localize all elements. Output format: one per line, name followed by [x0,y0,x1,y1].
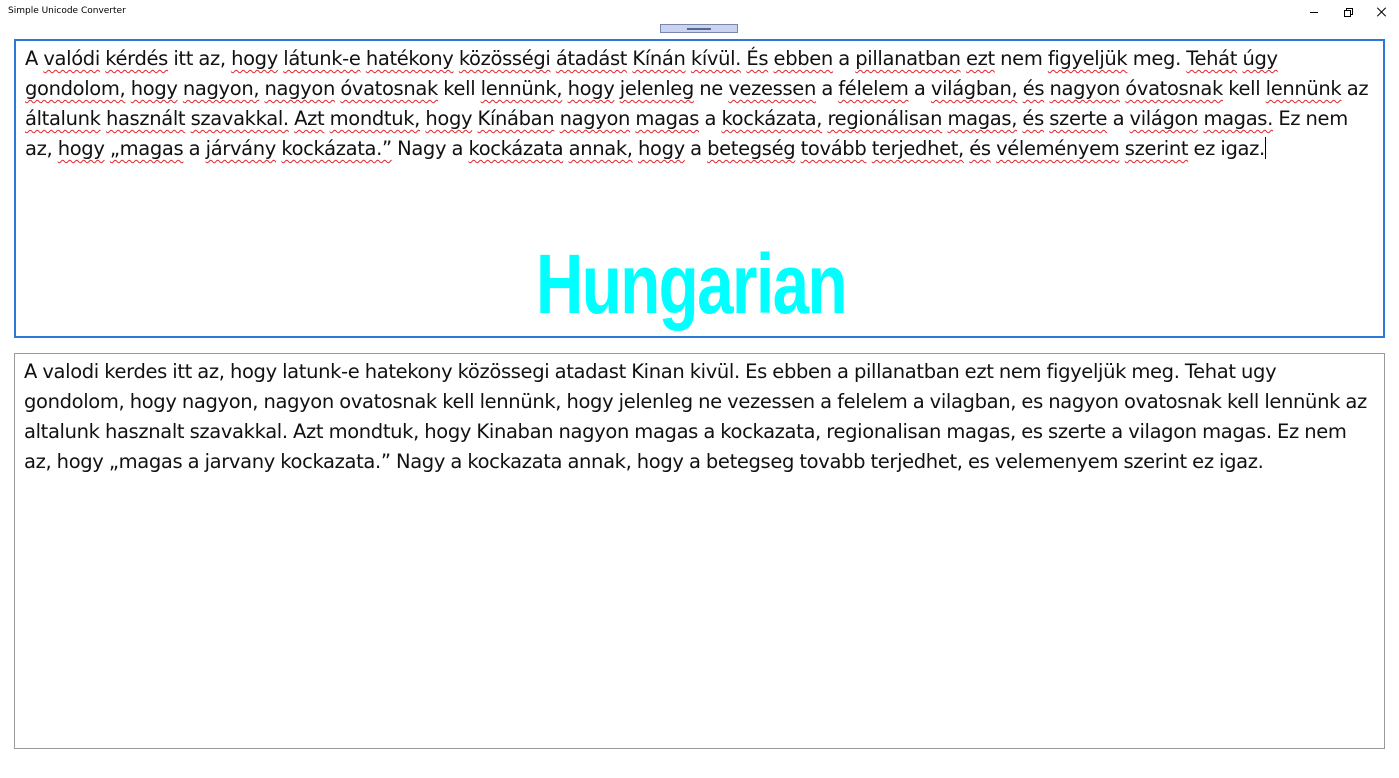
input-word: Tehát [1186,47,1238,70]
input-word: járvány [205,137,276,160]
input-word: pillanatban [855,47,961,70]
input-word: „magas [109,137,184,160]
input-word: hogy [231,47,278,70]
input-word: kockázata [468,137,564,160]
input-word: hogy [130,77,178,100]
input-word: mondtuk, [329,107,420,130]
minimize-icon [1310,12,1318,13]
input-word: óvatosnak [340,77,438,100]
input-word: magas. [1203,107,1273,130]
input-word: nagyon [1049,77,1120,100]
input-word: nagyon [264,77,335,100]
input-word: meg. [1132,47,1181,70]
input-word: És [746,47,769,70]
input-word: világon [1129,107,1199,130]
input-word: az, [198,47,226,70]
input-word: figyeljük [1047,47,1128,70]
input-word: annak, [568,137,633,160]
restore-button[interactable] [1331,0,1365,24]
input-word: hogy [567,77,615,100]
input-word: ne [699,77,723,100]
input-word: hatékony [365,47,454,70]
input-word: félelem [838,77,909,100]
input-word: regionálisan [827,107,943,130]
input-word: kívül. [690,47,742,70]
input-word: betegség [707,137,796,160]
input-word: Ez [1278,107,1301,130]
input-word: kell [443,77,476,100]
splitter-grip[interactable] [660,24,738,33]
input-word: és [1022,107,1044,130]
close-icon [1377,7,1387,17]
input-word: gondolom, [25,77,126,100]
input-word: az [1346,77,1369,100]
input-word: szerint [1124,137,1189,160]
input-word: hogy [425,107,473,130]
input-word: vezessen [728,77,816,100]
input-word: nem [1305,107,1348,130]
input-word: A [25,47,38,70]
input-word: ebben [773,47,833,70]
input-word: hogy [57,137,105,160]
input-word: a [821,77,833,100]
input-word: közösségi [458,47,551,70]
input-word: kérdés [105,47,168,70]
restore-icon [1344,8,1353,17]
input-word: nagyon, [182,77,260,100]
title-bar [0,0,1399,24]
output-textbox[interactable] [14,353,1385,749]
language-watermark: Hungarian [536,237,846,331]
input-word: szerte [1049,107,1108,130]
grip-handle-icon [687,28,711,30]
input-word: ez [1193,137,1216,160]
input-word: magas [635,107,700,130]
input-word: kockázata.” [281,137,392,160]
output-text: A valodi kerdes itt az, hogy latunk-e hatekony közössegi atadast Kinan kivül. Es ebben a pillanatban ezt nem figyeljük meg. Tehat ugy gondolom, hogy nagyon, nagyon ovatosnak kell lennünk, hogy jelenleg ne vezessen a felelem a vilagban, es nagyon ovatosnak kell lennünk az altalunk hasznalt szavakkal. Azt mondtuk, hogy Kinaban nagyon magas a kockazata, regionalisan magas, es szerte a vilagon magas. Ez nem az, hogy „magas a jarvany kockazata.” Nagy a kockazata annak, hogy a betegseg tovabb terjedhet, es velemenyem szerint ez igaz. [24,360,1367,473]
input-word: a [188,137,201,160]
input-word: tovább [800,137,867,160]
input-word: a [704,107,717,130]
input-word: kell [1228,77,1261,100]
input-word: látunk-e [283,47,361,70]
input-word: nem [1000,47,1043,70]
input-word: a [1112,107,1125,130]
input-word: Kínában [477,107,555,130]
input-word: magas, [947,107,1018,130]
minimize-button[interactable] [1297,0,1331,24]
input-word: és [1022,77,1045,100]
input-word: a [690,137,702,160]
input-word: a [913,77,926,100]
input-word: világban, [930,77,1018,100]
input-word: jelenleg [619,77,694,100]
input-word: átadást [555,47,628,70]
input-word: a [838,47,850,70]
input-text [25,47,1368,160]
input-word: valódi [43,47,100,70]
input-word: Azt [294,107,325,130]
input-word: lennünk, [480,77,563,100]
app-title: Simple Unicode Converter [8,6,126,16]
input-word: kockázata, [721,107,823,130]
input-word: óvatosnak [1125,77,1223,100]
input-word: általunk [25,107,101,130]
input-word: szavakkal. [190,107,289,130]
input-word: és [969,137,991,160]
input-word: hogy [637,137,685,160]
text-caret [1265,137,1266,159]
close-button[interactable] [1365,0,1399,24]
input-word: Nagy [397,137,447,160]
input-word: a [451,137,464,160]
input-word: terjedhet, [871,137,964,160]
input-word: nagyon [559,107,631,130]
input-word: úgy [1242,47,1278,70]
input-word: az, [25,137,53,160]
input-word: Kínán [632,47,686,70]
input-word: véleményem [996,137,1120,160]
input-word: lennünk [1265,77,1342,100]
input-word: itt [173,47,194,70]
input-word: igaz. [1220,137,1265,160]
input-word: használt [105,107,186,130]
input-word: ezt [965,47,995,70]
